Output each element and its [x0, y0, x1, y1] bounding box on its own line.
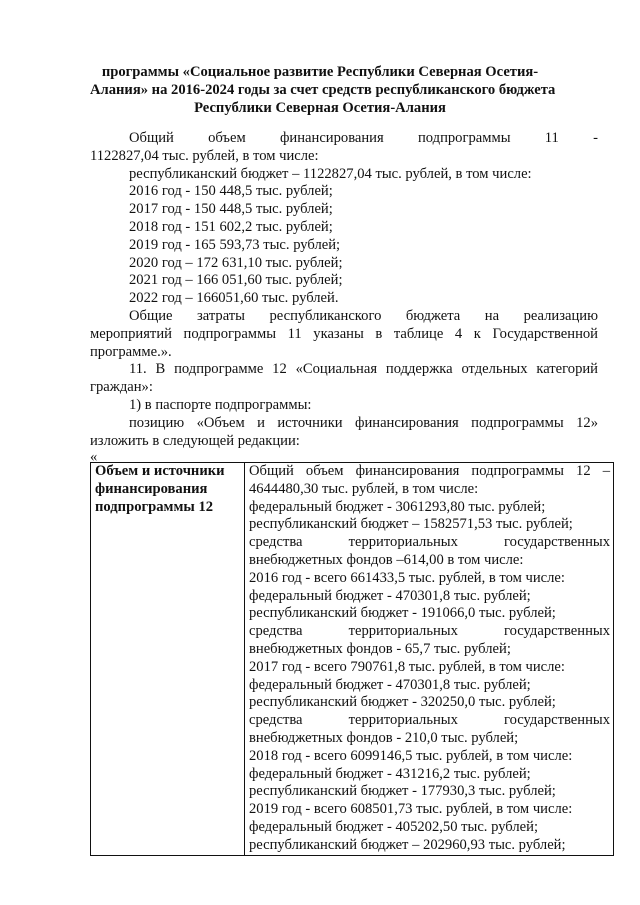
- value-line: средства территориальных государственных: [249, 534, 610, 551]
- passport-table: [90, 462, 614, 856]
- open-quote: «: [90, 449, 98, 466]
- paragraph-expenses: Общие затраты республиканского бюджета на реализацию: [129, 307, 598, 324]
- title-line: Алания» на 2016-2024 годы за счет средств республиканского бюджета: [90, 82, 556, 98]
- funding-item: 2022 год – 166051,60 тыс. рублей.: [129, 290, 339, 307]
- value-line: 4644480,30 тыс. рублей, в том числе:: [249, 480, 479, 497]
- value-line: республиканский бюджет – 202960,93 тыс. рублей;: [249, 836, 566, 853]
- value-line: внебюджетных фондов - 210,0 тыс. рублей;: [249, 729, 519, 746]
- value-line: республиканский бюджет – 1582571,53 тыс. рублей;: [249, 516, 573, 533]
- paragraph-passport: 1) в паспорте подпрограммы:: [129, 396, 312, 413]
- document-body: [90, 130, 598, 464]
- paragraph-expenses: программе.».: [90, 343, 172, 360]
- funding-item: 2019 год - 165 593,73 тыс. рублей;: [129, 236, 341, 253]
- value-line: республиканский бюджет - 177930,3 тыс. рублей;: [249, 783, 556, 800]
- value-line: федеральный бюджет - 431216,2 тыс. рублей;: [249, 765, 531, 782]
- value-line: федеральный бюджет - 470301,8 тыс. рублей;: [249, 587, 531, 604]
- table-label-cell: [91, 463, 245, 856]
- value-line: средства территориальных государственных: [249, 712, 610, 729]
- paragraph-position: позицию «Объем и источники финансирования подпрограммы 12»: [129, 414, 598, 431]
- funding-item: 2017 год - 150 448,5 тыс. рублей;: [129, 201, 333, 218]
- label-line: финансирования: [95, 480, 208, 497]
- value-line: федеральный бюджет - 405202,50 тыс. рублей;: [249, 818, 538, 835]
- paragraph-expenses: мероприятий подпрограммы 11 указаны в таблице 4 к Государственной: [90, 325, 598, 342]
- funding-item: 2021 год – 166 051,60 тыс. рублей;: [129, 272, 343, 289]
- value-line: 2017 год - всего 790761,8 тыс. рублей, в том числе:: [249, 658, 565, 675]
- title-line: программы «Социальное развитие Республики Северная Осетия-: [101, 64, 539, 80]
- table-value-cell: [245, 463, 614, 856]
- table-row: [91, 463, 614, 856]
- value-line: федеральный бюджет - 3061293,80 тыс. рублей;: [249, 498, 546, 515]
- funding-item: 2020 год – 172 631,10 тыс. рублей;: [129, 254, 343, 271]
- value-line: 2016 год - всего 661433,5 тыс. рублей, в том числе:: [249, 569, 565, 586]
- funding-item: республиканский бюджет – 1122827,04 тыс. рублей, в том числе:: [129, 165, 532, 182]
- value-line: средства территориальных государственных: [249, 623, 610, 640]
- paragraph-position: изложить в следующей редакции:: [90, 432, 300, 449]
- paragraph-total-funding-cont: 1122827,04 тыс. рублей, в том числе:: [90, 147, 319, 164]
- label-line: Объем и источники: [95, 463, 225, 479]
- value-line: внебюджетных фондов –614,00 в том числе:: [249, 551, 524, 568]
- paragraph-subprogram-12: 11. В подпрограмме 12 «Социальная поддержка отдельных категорий: [129, 361, 598, 378]
- value-line: федеральный бюджет - 470301,8 тыс. рублей;: [249, 676, 531, 693]
- value-line: 2019 год - всего 608501,73 тыс. рублей, в том числе:: [249, 801, 573, 818]
- paragraph-subprogram-12: граждан»:: [90, 379, 153, 396]
- value-line: Общий объем финансирования подпрограммы 12 –: [249, 463, 610, 479]
- funding-item: 2018 год - 151 602,2 тыс. рублей;: [129, 218, 333, 235]
- funding-item: 2016 год - 150 448,5 тыс. рублей;: [129, 183, 333, 200]
- title-line: Республики Северная Осетия-Алания: [194, 100, 446, 116]
- paragraph-total-funding-line: Общий объем финансирования подпрограммы 11 -: [129, 130, 598, 146]
- document-title: [90, 63, 556, 117]
- value-line: 2018 год - всего 6099146,5 тыс. рублей, в том числе:: [249, 747, 573, 764]
- value-line: внебюджетных фондов - 65,7 тыс. рублей;: [249, 640, 511, 657]
- value-line: республиканский бюджет - 320250,0 тыс. рублей;: [249, 694, 556, 711]
- value-line: республиканский бюджет - 191066,0 тыс. рублей;: [249, 605, 556, 622]
- label-line: подпрограммы 12: [95, 498, 214, 515]
